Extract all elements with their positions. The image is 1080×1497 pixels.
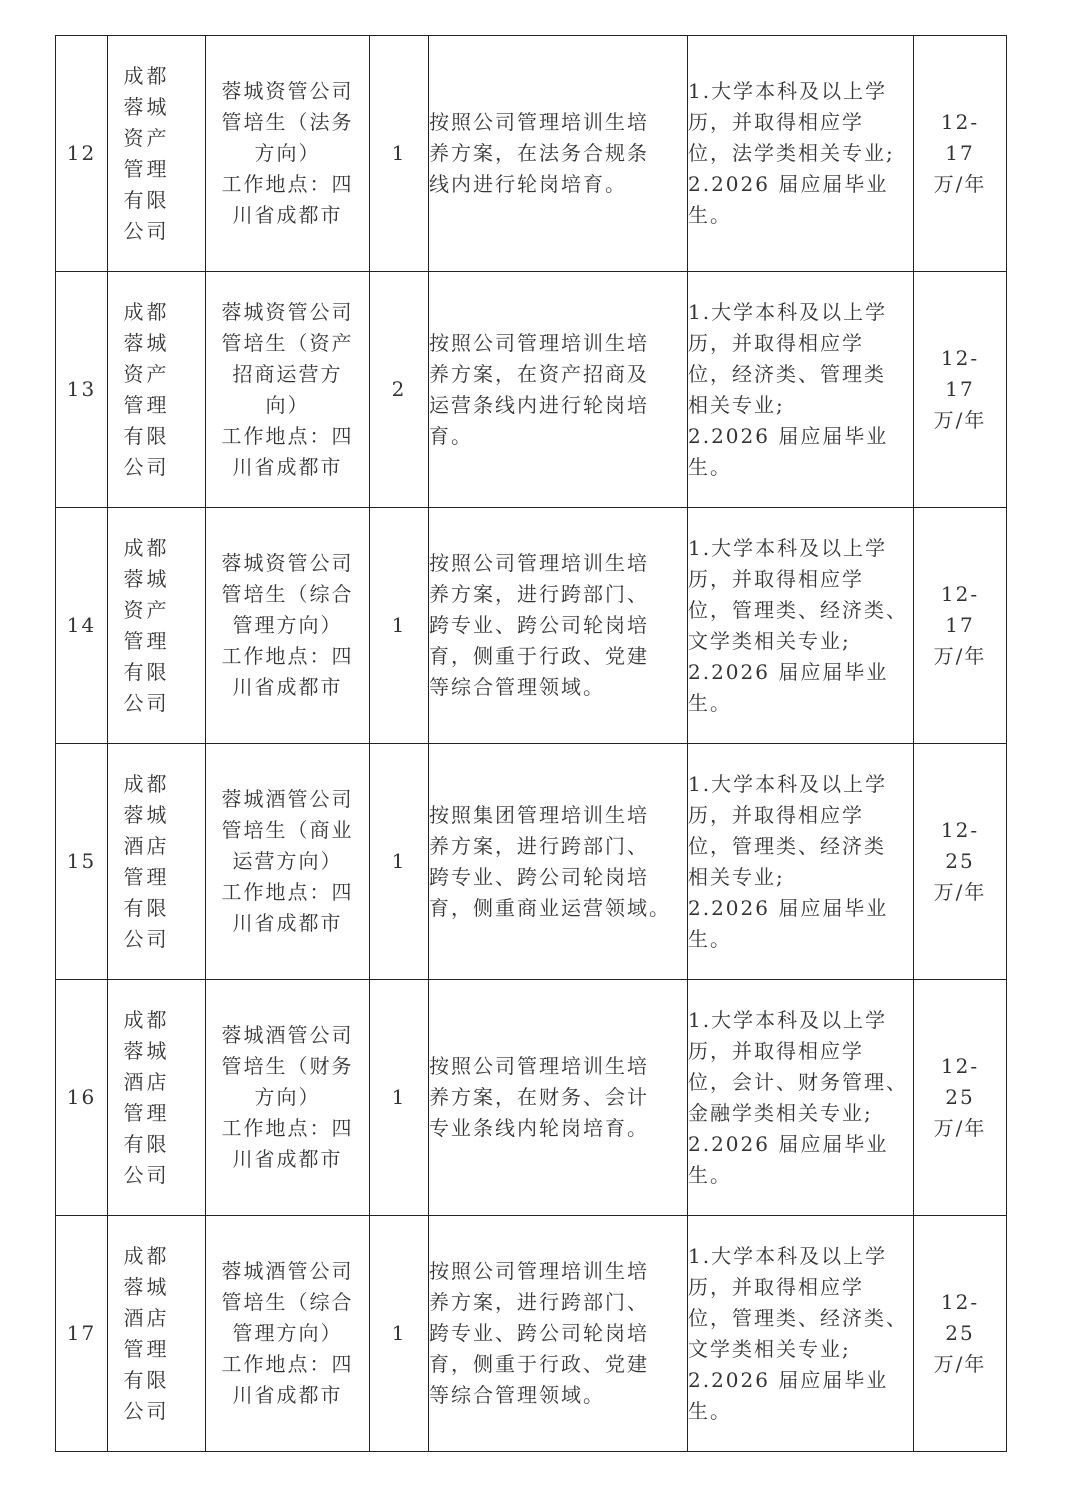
requirements-cell — [688, 744, 914, 980]
position-line: 方向） — [254, 1085, 321, 1109]
position-line: 工作地点：四 — [221, 644, 354, 668]
requirement-line: 1.大学本科及以上学 — [688, 1007, 888, 1032]
salary-unit: 万/年 — [933, 1116, 987, 1140]
position-line: 工作地点：四 — [221, 1352, 354, 1376]
requirement-line: 2.2026 届应届毕业 — [688, 1131, 889, 1156]
company-cell — [108, 980, 206, 1216]
row-number: 15 — [56, 744, 108, 980]
content-line: 养方案，进行跨部门、 — [429, 833, 649, 858]
position-cell — [206, 508, 370, 744]
content-line: 按照公司管理培训生培 — [429, 1054, 649, 1078]
position-line: 管培生（资产 — [221, 330, 354, 355]
content-line: 跨专业、跨公司轮岗培 — [429, 1321, 649, 1345]
position-line: 川省成都市 — [232, 911, 343, 935]
requirement-line: 1.大学本科及以上学 — [688, 79, 888, 103]
position-line: 招商运营方 — [232, 361, 343, 386]
position-line: 管培生（财务 — [221, 1054, 354, 1078]
requirement-line: 文学类相关专业; — [688, 628, 851, 653]
company-name: 成都蓉城资产管理有限公司 — [123, 299, 170, 479]
salary-cell — [914, 1216, 1007, 1452]
requirement-line: 2.2026 届应届毕业 — [688, 659, 889, 684]
requirement-line: 金融学类相关专业; — [688, 1100, 873, 1125]
requirement-line: 历，并取得相应学 — [688, 1274, 864, 1299]
salary-cell — [914, 980, 1007, 1216]
job-content-cell — [429, 980, 688, 1216]
company-name: 成都蓉城酒店管理有限公司 — [123, 1243, 170, 1423]
requirement-line: 1.大学本科及以上学 — [688, 1243, 888, 1268]
table-body — [56, 36, 1007, 1452]
requirement-line: 生。 — [688, 1398, 732, 1423]
row-number: 16 — [56, 980, 108, 1216]
content-line: 按照公司管理培训生培 — [429, 330, 649, 355]
content-line: 跨专业、跨公司轮岗培 — [429, 864, 649, 889]
position-cell — [206, 980, 370, 1216]
position-line: 管理方向） — [232, 613, 343, 637]
requirements-cell — [688, 1216, 914, 1452]
company-name: 成都蓉城酒店管理有限公司 — [123, 1007, 170, 1187]
job-content-cell — [429, 508, 688, 744]
requirements-cell — [688, 508, 914, 744]
requirement-line: 历，并取得相应学 — [688, 802, 864, 827]
position-cell — [206, 36, 370, 272]
position-line: 工作地点：四 — [221, 172, 354, 196]
headcount: 1 — [370, 36, 429, 272]
headcount: 2 — [370, 272, 429, 508]
table-row — [56, 272, 1007, 508]
job-content-cell — [429, 1216, 688, 1452]
requirement-line: 位，管理类、经济类 — [688, 833, 886, 858]
row-number: 17 — [56, 1216, 108, 1452]
row-number: 14 — [56, 508, 108, 744]
position-line: 管培生（综合 — [221, 582, 354, 606]
salary-range: 12-25 — [940, 1290, 980, 1345]
content-line: 等综合管理领域。 — [429, 675, 605, 699]
requirement-line: 生。 — [688, 1162, 732, 1187]
requirement-line: 生。 — [688, 454, 732, 479]
requirement-line: 历，并取得相应学 — [688, 330, 864, 355]
requirement-line: 1.大学本科及以上学 — [688, 299, 888, 324]
position-line: 工作地点：四 — [221, 423, 354, 448]
position-line: 管培生（综合 — [221, 1290, 354, 1314]
content-line: 跨专业、跨公司轮岗培 — [429, 613, 649, 637]
position-line: 向） — [265, 392, 310, 417]
requirement-line: 历，并取得相应学 — [688, 110, 864, 134]
content-line: 养方案，在资产招商及 — [429, 361, 649, 386]
company-cell — [108, 36, 206, 272]
table-row — [56, 508, 1007, 744]
position-line: 川省成都市 — [232, 454, 343, 479]
headcount: 1 — [370, 980, 429, 1216]
position-line: 川省成都市 — [232, 1147, 343, 1171]
content-line: 养方案，在法务合规条 — [429, 141, 649, 165]
requirement-line: 2.2026 届应届毕业 — [688, 172, 889, 196]
row-number: 13 — [56, 272, 108, 508]
company-cell — [108, 508, 206, 744]
content-line: 按照公司管理培训生培 — [429, 110, 649, 134]
content-line: 养方案，进行跨部门、 — [429, 582, 649, 606]
content-line: 育，侧重商业运营领域。 — [429, 895, 671, 920]
position-line: 蓉城酒管公司 — [221, 1259, 354, 1283]
salary-cell — [914, 744, 1007, 980]
job-content-cell — [429, 744, 688, 980]
content-line: 育，侧重于行政、党建 — [429, 1352, 649, 1376]
requirement-line: 1.大学本科及以上学 — [688, 771, 888, 796]
position-line: 管培生（法务 — [221, 110, 354, 134]
headcount: 1 — [370, 508, 429, 744]
salary-unit: 万/年 — [933, 408, 987, 432]
requirements-cell — [688, 980, 914, 1216]
requirement-line: 历，并取得相应学 — [688, 1038, 864, 1063]
position-line: 蓉城资管公司 — [221, 299, 354, 324]
company-name: 成都蓉城资产管理有限公司 — [123, 535, 170, 715]
salary-range: 12-17 — [940, 346, 980, 401]
position-cell — [206, 1216, 370, 1452]
salary-unit: 万/年 — [933, 1352, 987, 1376]
position-line: 蓉城酒管公司 — [221, 1023, 354, 1047]
position-line: 蓉城酒管公司 — [221, 787, 354, 811]
salary-range: 12-25 — [940, 1054, 980, 1109]
headcount: 1 — [370, 744, 429, 980]
content-line: 育，侧重于行政、党建 — [429, 644, 649, 668]
salary-range: 12-17 — [940, 582, 980, 637]
requirement-line: 1.大学本科及以上学 — [688, 535, 888, 560]
table-row — [56, 1216, 1007, 1452]
requirement-line: 2.2026 届应届毕业 — [688, 1367, 889, 1392]
job-content-cell — [429, 36, 688, 272]
salary-unit: 万/年 — [933, 644, 987, 668]
requirement-line: 文学类相关专业; — [688, 1336, 851, 1361]
recruitment-table — [55, 35, 1007, 1452]
company-cell — [108, 272, 206, 508]
table-row — [56, 36, 1007, 272]
position-line: 川省成都市 — [232, 203, 343, 227]
requirement-line: 历，并取得相应学 — [688, 566, 864, 591]
salary-cell — [914, 36, 1007, 272]
company-cell — [108, 744, 206, 980]
salary-unit: 万/年 — [933, 172, 987, 196]
requirements-cell — [688, 272, 914, 508]
requirement-line: 位，管理类、经济类、 — [688, 1305, 908, 1330]
requirement-line: 相关专业; — [688, 864, 785, 889]
requirement-line: 位，经济类、管理类 — [688, 361, 886, 386]
position-line: 工作地点：四 — [221, 1116, 354, 1140]
requirement-line: 位，法学类相关专业; — [688, 141, 895, 165]
content-line: 养方案，进行跨部门、 — [429, 1290, 649, 1314]
requirement-line: 生。 — [688, 203, 732, 227]
content-line: 按照公司管理培训生培 — [429, 1259, 649, 1283]
content-line: 按照公司管理培训生培 — [429, 551, 649, 575]
position-line: 蓉城资管公司 — [221, 79, 354, 103]
table-row — [56, 980, 1007, 1216]
position-line: 方向） — [254, 141, 321, 165]
job-content-cell — [429, 272, 688, 508]
salary-cell — [914, 272, 1007, 508]
headcount: 1 — [370, 1216, 429, 1452]
position-line: 蓉城资管公司 — [221, 551, 354, 575]
salary-range: 12-17 — [940, 110, 980, 165]
content-line: 按照集团管理培训生培 — [429, 802, 649, 827]
requirement-line: 相关专业; — [688, 392, 785, 417]
position-line: 管理方向） — [232, 1321, 343, 1345]
position-line: 管培生（商业 — [221, 818, 354, 842]
position-line: 川省成都市 — [232, 675, 343, 699]
table-row — [56, 744, 1007, 980]
company-name: 成都蓉城酒店管理有限公司 — [123, 771, 170, 951]
position-line: 工作地点：四 — [221, 880, 354, 904]
content-line: 线内进行轮岗培育。 — [429, 172, 627, 196]
requirement-line: 位，会计、财务管理、 — [688, 1069, 908, 1094]
requirement-line: 2.2026 届应届毕业 — [688, 895, 889, 920]
content-line: 专业条线内轮岗培育。 — [429, 1116, 649, 1140]
requirement-line: 位，管理类、经济类、 — [688, 597, 908, 622]
content-line: 等综合管理领域。 — [429, 1383, 605, 1407]
requirements-cell — [688, 36, 914, 272]
content-line: 育。 — [429, 423, 473, 448]
position-line: 运营方向） — [232, 849, 343, 873]
salary-unit: 万/年 — [933, 880, 987, 904]
position-cell — [206, 744, 370, 980]
position-line: 川省成都市 — [232, 1383, 343, 1407]
company-cell — [108, 1216, 206, 1452]
content-line: 运营条线内进行轮岗培 — [429, 392, 649, 417]
company-name: 成都蓉城资产管理有限公司 — [123, 63, 170, 243]
salary-cell — [914, 508, 1007, 744]
salary-range: 12-25 — [940, 818, 980, 873]
requirement-line: 生。 — [688, 926, 732, 951]
row-number: 12 — [56, 36, 108, 272]
requirement-line: 生。 — [688, 690, 732, 715]
position-cell — [206, 272, 370, 508]
content-line: 养方案，在财务、会计 — [429, 1085, 649, 1109]
requirement-line: 2.2026 届应届毕业 — [688, 423, 889, 448]
